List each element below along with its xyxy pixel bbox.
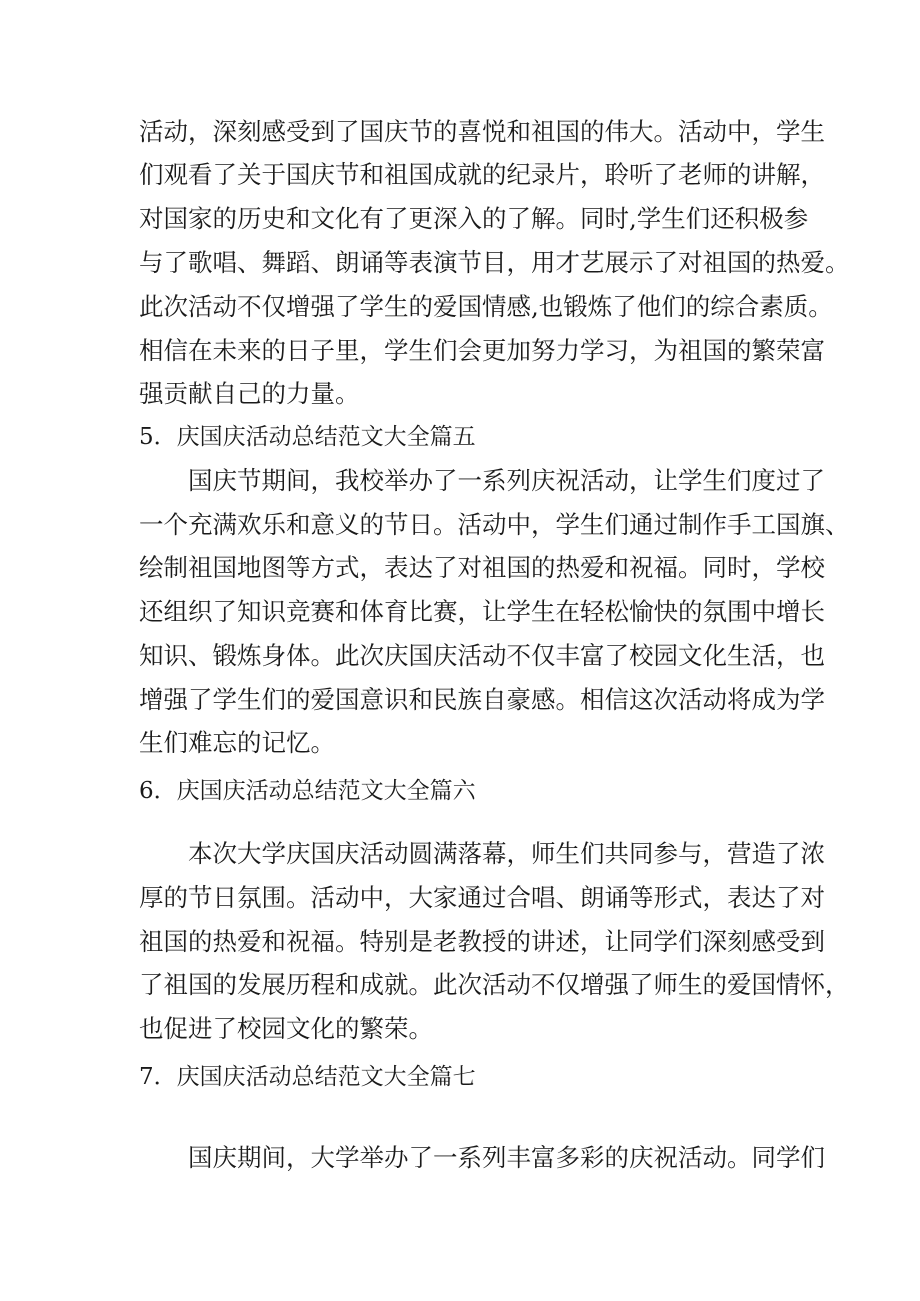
paragraph-line: 国庆节期间，我校举办了一系列庆祝活动，让学生们度过了 bbox=[188, 466, 825, 495]
paragraph-line: 对国家的历史和文化有了更深入的了解。同时,学生们还积极参 bbox=[139, 204, 809, 233]
paragraph-line: 活动，深刻感受到了国庆节的喜悦和祖国的伟大。活动中，学生 bbox=[139, 117, 825, 146]
section-heading: 5．庆国庆活动总结范文大全篇五 bbox=[139, 424, 476, 450]
paragraph-line: 国庆期间，大学举办了一系列丰富多彩的庆祝活动。同学们 bbox=[188, 1143, 825, 1172]
paragraph-line: 生们难忘的记忆。 bbox=[139, 728, 335, 757]
paragraph-line: 们观看了关于国庆节和祖国成就的纪录片，聆听了老师的讲解， bbox=[139, 160, 825, 189]
paragraph-line: 相信在未来的日子里，学生们会更加努力学习，为祖国的繁荣富 bbox=[139, 336, 825, 365]
paragraph-line: 还组织了知识竞赛和体育比赛，让学生在轻松愉快的氛围中增长 bbox=[139, 597, 825, 626]
paragraph-line: 与了歌唱、舞蹈、朗诵等表演节目，用才艺展示了对祖国的热爱。 bbox=[139, 248, 850, 277]
paragraph-line: 此次活动不仅增强了学生的爱国情感,也锻炼了他们的综合素质。 bbox=[139, 292, 833, 321]
paragraph-line: 增强了学生们的爱国意识和民族自豪感。相信这次活动将成为学 bbox=[139, 685, 825, 714]
paragraph-line: 厚的节日氛围。活动中，大家通过合唱、朗诵等形式，表达了对 bbox=[139, 883, 825, 912]
paragraph-line: 祖国的热爱和祝福。特别是老教授的讲述，让同学们深刻感受到 bbox=[139, 927, 825, 956]
paragraph-line: 了祖国的发展历程和成就。此次活动不仅增强了师生的爱国情怀， bbox=[139, 970, 850, 999]
paragraph-line: 也促进了校园文化的繁荣。 bbox=[139, 1014, 433, 1043]
paragraph-line: 绘制祖国地图等方式，表达了对祖国的热爱和祝福。同时，学校 bbox=[139, 553, 825, 582]
section-heading: 6．庆国庆活动总结范文大全篇六 bbox=[139, 778, 476, 804]
paragraph-line: 强贡献自己的力量。 bbox=[139, 379, 360, 408]
paragraph-line: 知识、锻炼身体。此次庆国庆活动不仅丰富了校园文化生活，也 bbox=[139, 641, 825, 670]
paragraph-line: 本次大学庆国庆活动圆满落幕，师生们共同参与，营造了浓 bbox=[188, 839, 825, 868]
paragraph-line: 一个充满欢乐和意义的节日。活动中，学生们通过制作手工国旗、 bbox=[139, 510, 850, 539]
section-heading: 7．庆国庆活动总结范文大全篇七 bbox=[139, 1064, 476, 1090]
